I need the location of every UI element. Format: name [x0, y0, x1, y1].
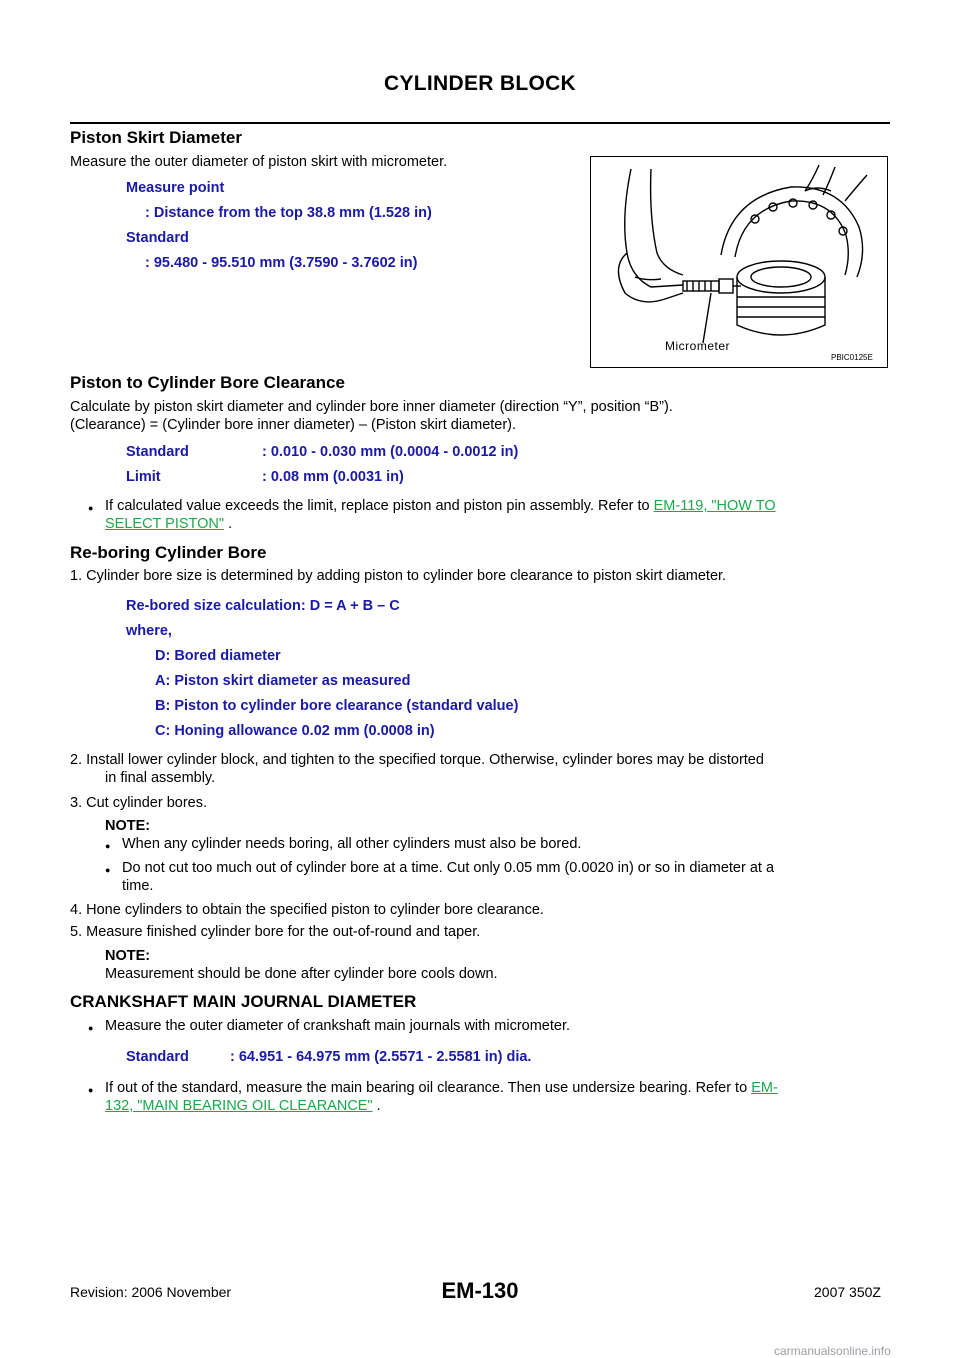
calc-d: D: Bored diameter	[155, 648, 281, 664]
step-4: 4. Hone cylinders to obtain the specified piston to cylinder bore clearance.	[70, 902, 544, 918]
crankshaft-bullet-2-line-2	[105, 1096, 381, 1116]
calc-title: Re-bored size calculation: D = A + B – C	[126, 598, 400, 614]
link-main-bearing-oil-clearance[interactable]: 132, "MAIN BEARING OIL CLEARANCE"	[105, 1098, 373, 1114]
micrometer-illustration	[591, 157, 887, 367]
crankshaft-heading: CRANKSHAFT MAIN JOURNAL DIAMETER	[70, 992, 417, 1011]
crankshaft-bullet-2	[105, 1078, 778, 1098]
micrometer-figure	[590, 156, 888, 368]
step-1: 1. Cylinder bore size is determined by adding piston to cylinder bore clearance to piston skirt diameter.	[70, 568, 727, 584]
note-2-label: NOTE:	[105, 948, 151, 964]
measure-point-label: Measure point	[126, 180, 225, 196]
link-em-132[interactable]: EM-	[751, 1080, 778, 1096]
step-2: 2. Install lower cylinder block, and tighten to the specified torque. Otherwise, cylinder bores may be distorted	[70, 752, 764, 768]
clearance-bullet	[105, 496, 776, 516]
revision: Revision: 2006 November	[70, 1284, 232, 1300]
page-number: EM-130	[441, 1278, 519, 1303]
crankshaft-bullet-2-end: .	[372, 1098, 381, 1114]
page-title: CYLINDER BLOCK	[383, 72, 577, 95]
reboring-heading: Re-boring Cylinder Bore	[70, 543, 267, 562]
crankshaft-standard-value: : 64.951 - 64.975 mm (2.5571 - 2.5581 in) dia.	[230, 1049, 532, 1065]
crankshaft-standard-label: Standard	[126, 1049, 189, 1065]
clearance-standard-label: Standard	[126, 444, 189, 460]
clearance-limit-label: Limit	[126, 469, 161, 485]
clearance-line-2: (Clearance) = (Cylinder bore inner diameter) – (Piston skirt diameter).	[70, 417, 517, 433]
step-5: 5. Measure finished cylinder bore for the out-of-round and taper.	[70, 924, 481, 940]
calc-a: A: Piston skirt diameter as measured	[155, 673, 411, 689]
link-how-to-select-piston[interactable]: EM-119, "HOW TO	[653, 498, 776, 514]
clearance-bullet-line-2	[105, 514, 232, 534]
note-2-text: Measurement should be done after cylinder bore cools down.	[105, 966, 498, 982]
note-1-bullet-2-cont: time.	[122, 878, 154, 894]
clearance-line-1: Calculate by piston skirt diameter and cylinder bore inner diameter (direction “Y”, position “B”).	[70, 399, 673, 415]
piston-skirt-heading: Piston Skirt Diameter	[70, 128, 242, 147]
header-rule	[70, 122, 890, 124]
clearance-bullet-text: If calculated value exceeds the limit, replace piston and piston pin assembly. Refer to	[105, 498, 650, 514]
piston-skirt-intro: Measure the outer diameter of piston skirt with micrometer.	[70, 154, 448, 170]
crankshaft-bullet-2-text: If out of the standard, measure the main bearing oil clearance. Then use undersize bearing. Refer to	[105, 1080, 748, 1096]
clearance-limit-value: : 0.08 mm (0.0031 in)	[262, 469, 404, 485]
calc-b: B: Piston to cylinder bore clearance (standard value)	[155, 698, 519, 714]
measure-point-value: : Distance from the top 38.8 mm (1.528 in)	[145, 205, 432, 221]
calc-c: C: Honing allowance 0.02 mm (0.0008 in)	[155, 723, 435, 739]
link-select-piston[interactable]: SELECT PISTON"	[105, 516, 225, 532]
model: 2007 350Z	[814, 1284, 881, 1300]
clearance-heading: Piston to Cylinder Bore Clearance	[70, 373, 345, 392]
skirt-standard-value: : 95.480 - 95.510 mm (3.7590 - 3.7602 in)	[145, 255, 418, 271]
watermark: carmanualsonline.info	[774, 1344, 891, 1358]
step-2-cont: in final assembly.	[105, 770, 216, 786]
micrometer-label: Micrometer	[665, 339, 731, 353]
figure-code: PBIC0125E	[831, 353, 873, 362]
crankshaft-bullet-1: ● Measure the outer diameter of crankshaft main journals with micrometer.	[105, 1016, 570, 1036]
note-1-bullet-1: ● When any cylinder needs boring, all other cylinders must also be bored.	[122, 834, 581, 854]
note-1-bullet-2: ● Do not cut too much out of cylinder bore at a time. Cut only 0.05 mm (0.0020 in) or so in diameter at a	[122, 858, 774, 878]
clearance-bullet-end: .	[224, 516, 233, 532]
calc-where: where,	[126, 623, 172, 639]
step-3: 3. Cut cylinder bores.	[70, 795, 208, 811]
clearance-standard-value: : 0.010 - 0.030 mm (0.0004 - 0.0012 in)	[262, 444, 519, 460]
skirt-standard-label: Standard	[126, 230, 189, 246]
note-1-label: NOTE:	[105, 818, 151, 834]
